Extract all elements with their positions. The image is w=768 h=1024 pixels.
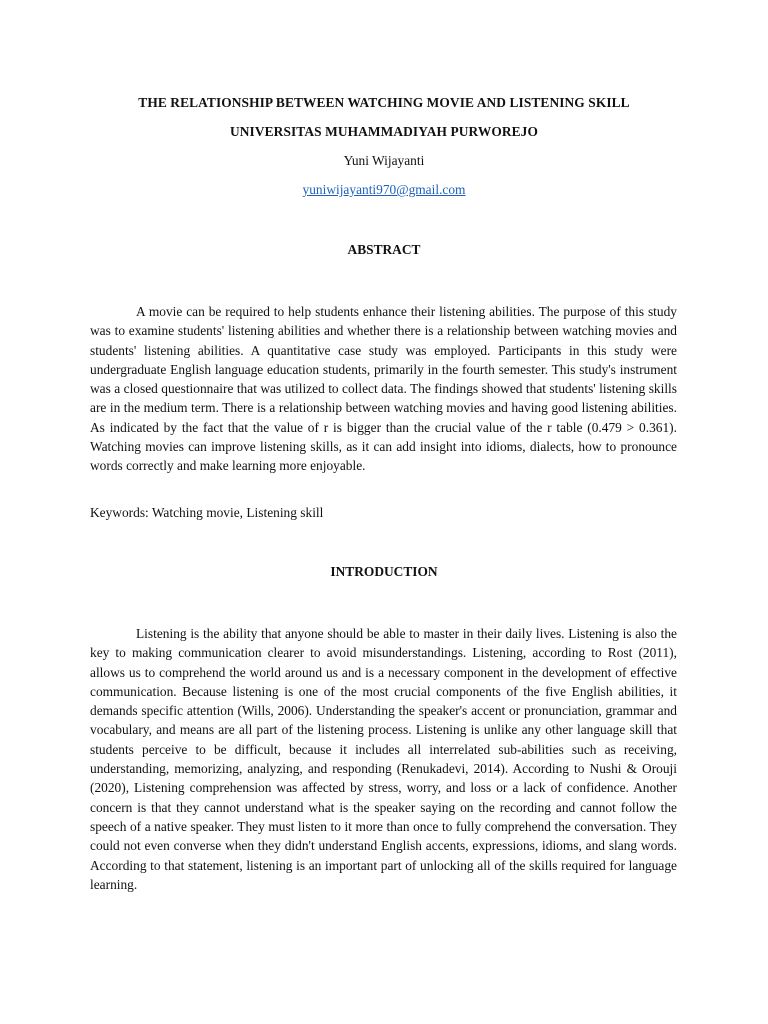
introduction-paragraph: Listening is the ability that anyone should be able to master in their daily lives. Listening is also the key to making communication clearer to avoid misunderstandings. Listening, according to Rost (2011), allows us to comprehend the world around us and is a necessary component in the development of effective communication. Because listening is one of the most crucial components of the five English abilities, it demands specific attention (Wills, 2006). Understanding the speaker's accent or pronunciation, grammar and vocabulary, and means are all part of the listening process. Listening is unlike any other language skill that students perceive to be difficult, because it includes all interrelated sub-abilities such as receiving, understanding, memorizing, analyzing, and responding (Renukadevi, 2014). According to Nushi & Orouji (2020), Listening comprehension was affected by stress, worry, and loss or a lack of confidence. Another concern is that they cannot understand what is the speaker saying on the recording and cannot follow the speech of a native speaker. They must listen to it more than once to fully comprehend the conversation. They could not even converse when they didn't understand English accents, expressions, idioms, and slang words. According to that statement, listening is an important part of unlocking all of the skills required for language learning. [90,626,677,892]
institution-name: UNIVERSITAS MUHAMMADIYAH PURWOREJO [230,124,538,139]
abstract-paragraph: A movie can be required to help students enhance their listening abilities. The purpose of this study was to examine students' listening abilities and whether there is a relationship between watching movies and students' listening abilities. A quantitative case study was employed. Participants in this study were undergraduate English language education students, primarily in the fourth semester. This study's instrument was a closed questionnaire that was utilized to collect data. The findings showed that students' listening skills are in the medium term. There is a relationship between watching movies and having good listening abilities. As indicated by the fact that the value of r is bigger than the crucial value of the r table (0.479 > 0.361). Watching movies can improve listening skills, as it can add insight into idioms, dialects, how to pronounce words correctly and make learning more enjoyable. [90,304,677,474]
author-email [0,182,768,198]
author-name: Yuni Wijayanti [343,153,425,168]
keywords-line: Keywords: Watching movie, Listening skill [90,505,324,520]
introduction-heading: INTRODUCTION [330,564,438,579]
abstract-heading: ABSTRACT [347,242,421,257]
email-link[interactable]: yuniwijayanti970@gmail.com [302,182,466,197]
paper-title: THE RELATIONSHIP BETWEEN WATCHING MOVIE AND LISTENING SKILL [138,95,630,110]
